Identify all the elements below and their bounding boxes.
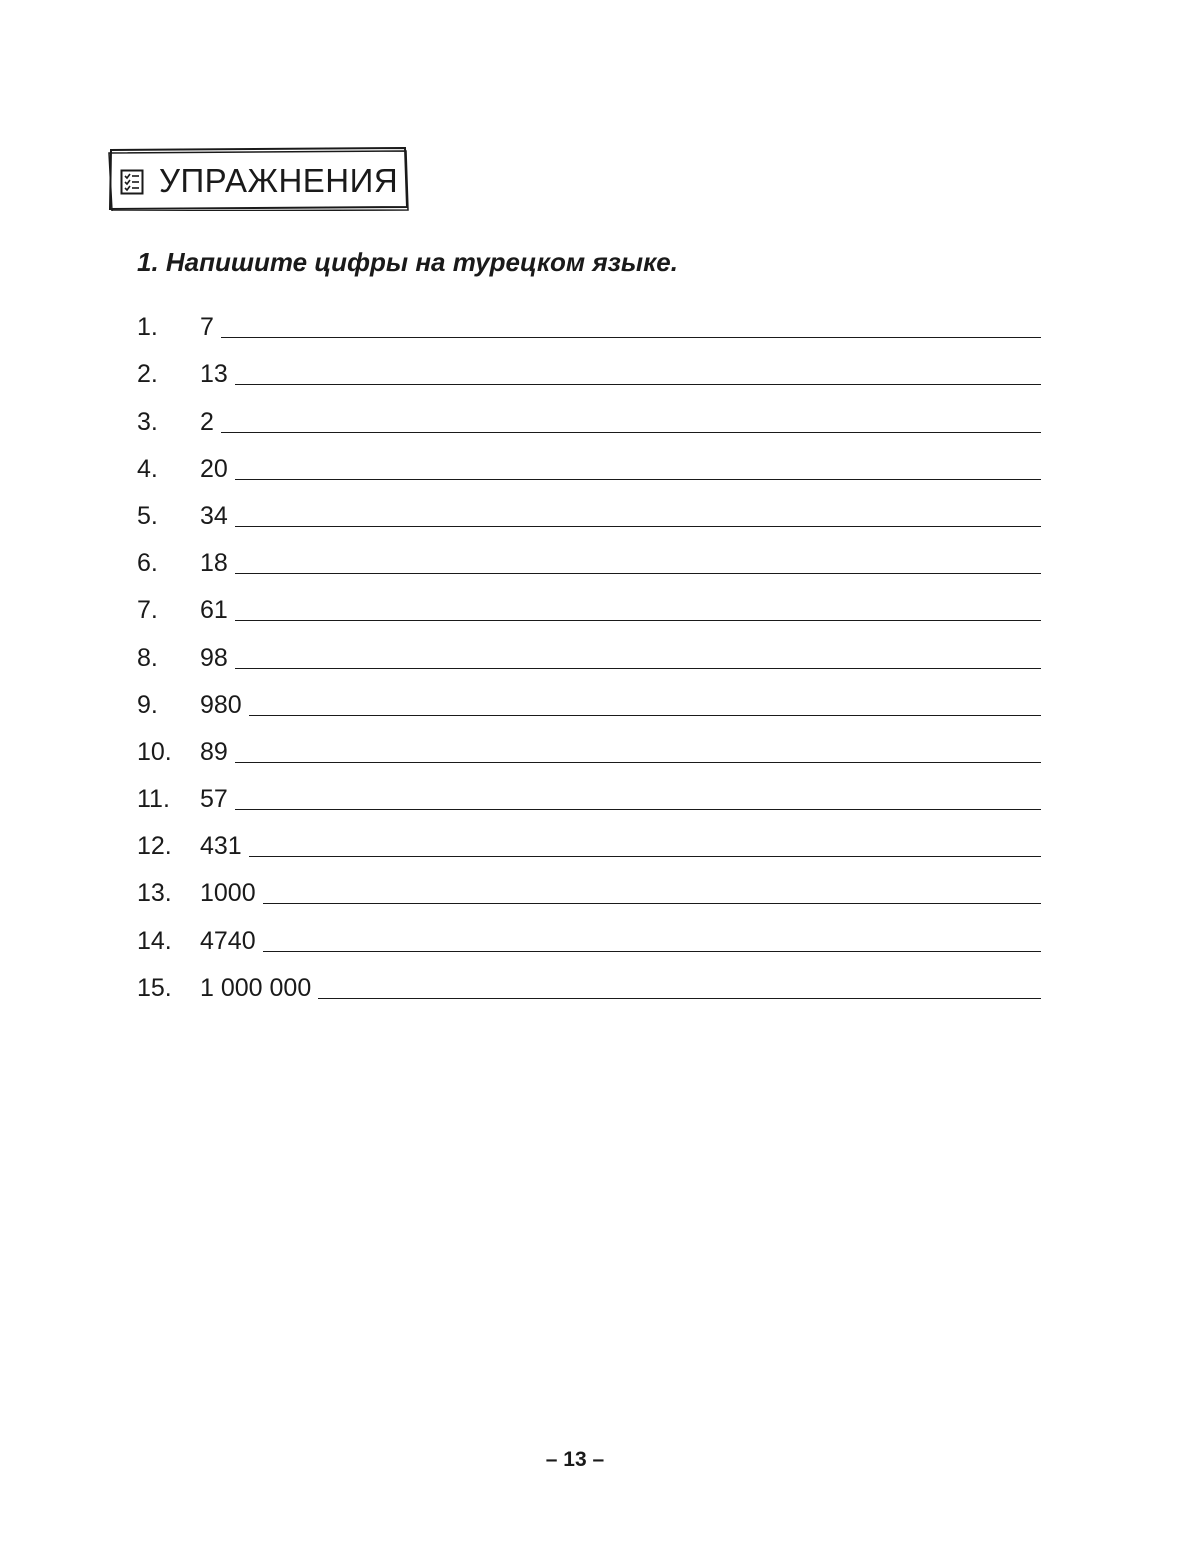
answer-line[interactable] <box>235 762 1041 763</box>
row-number: 3. <box>137 407 158 436</box>
answer-line[interactable] <box>235 668 1041 669</box>
row-number: 14. <box>137 926 172 955</box>
answer-line[interactable] <box>221 432 1041 433</box>
answer-line[interactable] <box>263 903 1041 904</box>
row-number: 2. <box>137 360 158 389</box>
task-title: 1. Напишите цифры на турецком языке. <box>137 247 678 277</box>
answer-line[interactable] <box>318 998 1041 999</box>
row-value: 4740 <box>200 926 256 955</box>
task-row <box>137 815 1041 862</box>
answer-line[interactable] <box>235 384 1041 385</box>
row-number: 15. <box>137 973 172 1002</box>
row-value: 13 <box>200 360 228 389</box>
row-value: 57 <box>200 785 228 814</box>
row-number: 13. <box>137 879 172 908</box>
row-number: 9. <box>137 690 158 719</box>
row-number: 7. <box>137 596 158 625</box>
section-title: УПРАЖНЕНИЯ <box>159 162 399 199</box>
answer-line[interactable] <box>235 620 1041 621</box>
section-header <box>107 147 409 211</box>
task-row <box>137 862 1041 909</box>
row-number: 6. <box>137 549 158 578</box>
row-value: 61 <box>200 596 228 625</box>
task-list <box>137 296 1041 1004</box>
answer-line[interactable] <box>249 856 1041 857</box>
row-value: 20 <box>200 454 228 483</box>
row-value: 98 <box>200 643 228 672</box>
answer-line[interactable] <box>235 526 1041 527</box>
task-row <box>137 343 1041 390</box>
row-value: 34 <box>200 501 228 530</box>
row-number: 12. <box>137 832 172 861</box>
checklist-icon <box>120 169 144 195</box>
answer-line[interactable] <box>249 715 1041 716</box>
task-row <box>137 390 1041 437</box>
task-row <box>137 768 1041 815</box>
row-value: 7 <box>200 313 214 342</box>
row-value: 1 000 000 <box>200 973 312 1002</box>
task-row <box>137 532 1041 579</box>
answer-line[interactable] <box>221 337 1041 338</box>
task-row <box>137 721 1041 768</box>
row-number: 5. <box>137 501 158 530</box>
row-value: 1000 <box>200 879 256 908</box>
row-number: 4. <box>137 454 158 483</box>
page-number: – 13 – <box>545 1448 605 1471</box>
task-row <box>137 579 1041 626</box>
row-value: 18 <box>200 549 228 578</box>
row-value: 89 <box>200 737 228 766</box>
answer-line[interactable] <box>263 951 1041 952</box>
row-number: 11. <box>137 785 170 814</box>
row-value: 2 <box>200 407 214 436</box>
task-row <box>137 909 1041 956</box>
task-row <box>137 296 1041 343</box>
answer-line[interactable] <box>235 573 1041 574</box>
row-value: 431 <box>200 832 242 861</box>
task-row <box>137 957 1041 1004</box>
task-row <box>137 674 1041 721</box>
task-row <box>137 626 1041 673</box>
task-row <box>137 485 1041 532</box>
task-row <box>137 438 1041 485</box>
row-number: 1. <box>137 313 158 342</box>
row-value: 980 <box>200 690 242 719</box>
answer-line[interactable] <box>235 479 1041 480</box>
row-number: 8. <box>137 643 158 672</box>
row-number: 10. <box>137 737 172 766</box>
answer-line[interactable] <box>235 809 1041 810</box>
